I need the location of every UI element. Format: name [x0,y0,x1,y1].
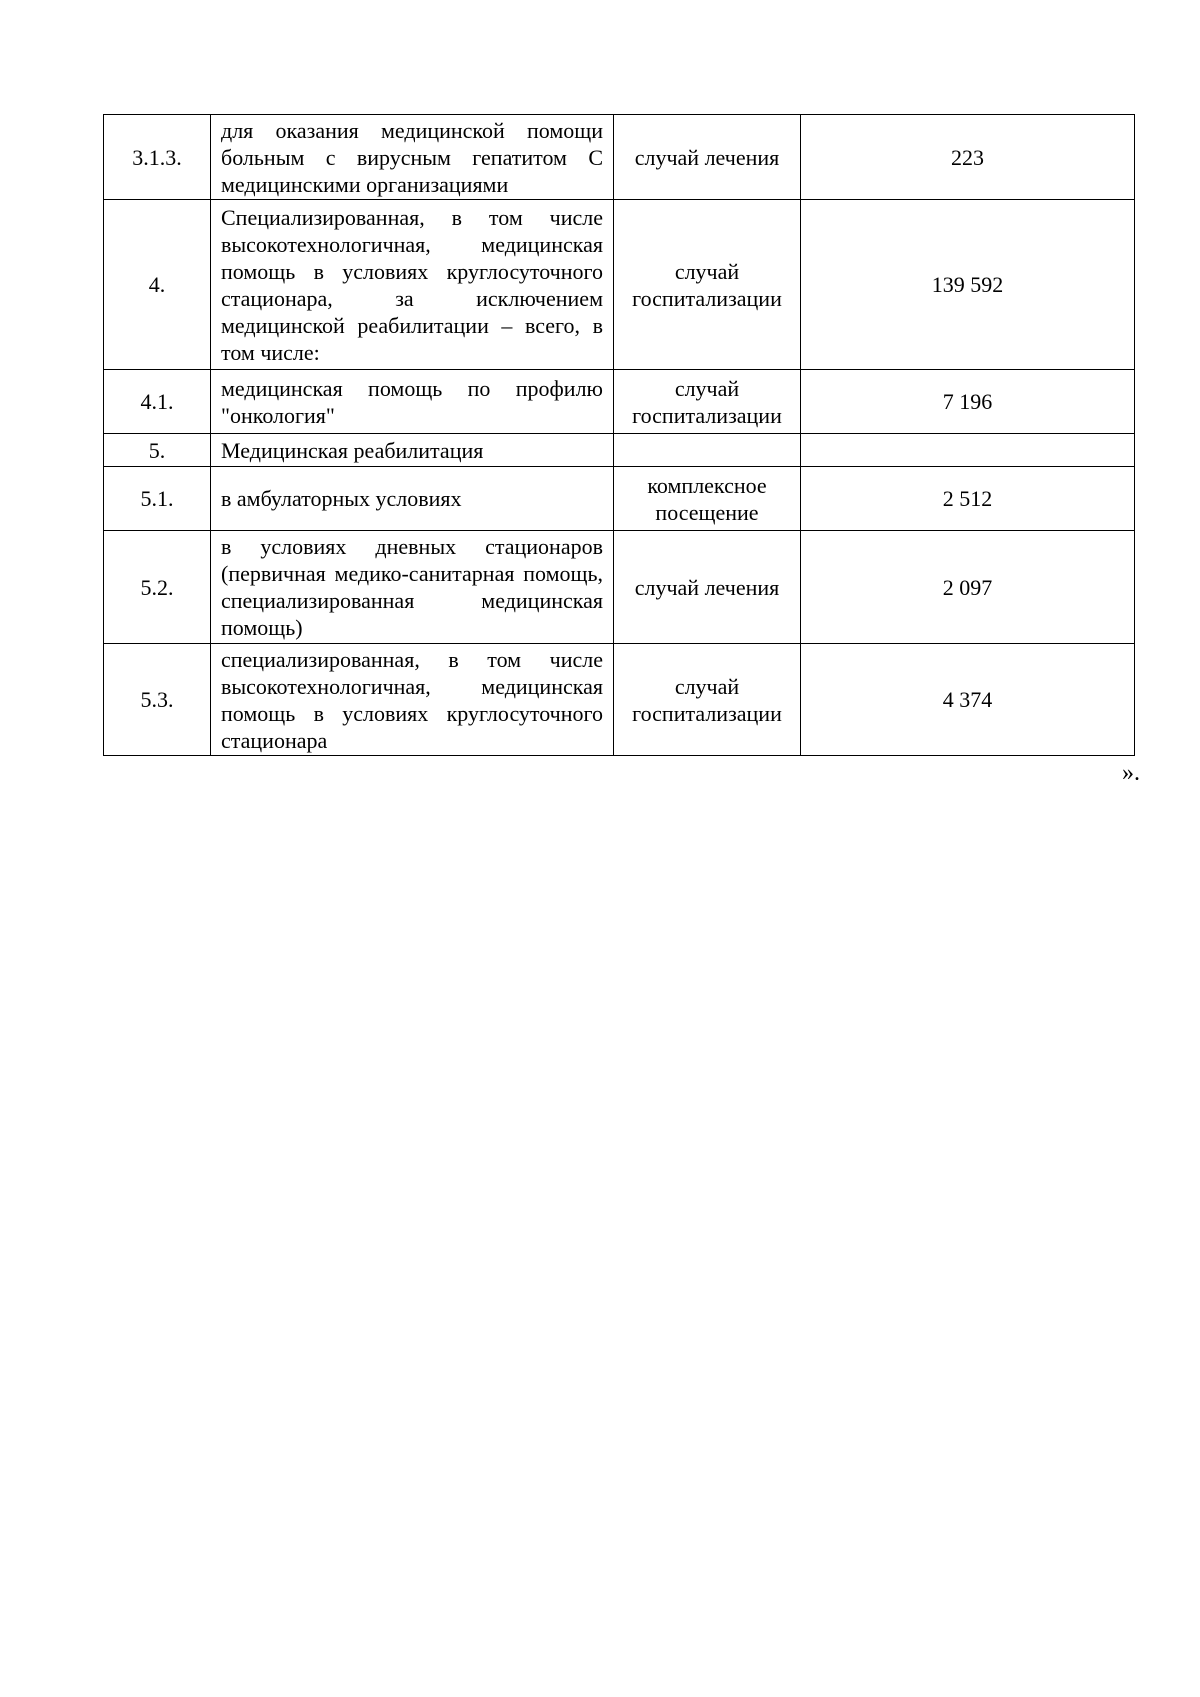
table-row [104,115,1135,200]
table-row [104,531,1135,644]
row-value: 7 196 [801,370,1135,434]
row-number: 5.2. [104,531,211,644]
row-name: для оказания медицинской помощи больным с вирусным гепатитом С медицинскими организациями [211,115,614,200]
row-value: 2 097 [801,531,1135,644]
row-number: 5. [104,434,211,467]
row-number: 4.1. [104,370,211,434]
row-name: специализированная, в том числе высокотехнологичная, медицинская помощь в условиях круглосуточного стационара [211,644,614,756]
row-unit [614,434,801,467]
table-row [104,644,1135,756]
row-name: Специализированная, в том числе высокотехнологичная, медицинская помощь в условиях круглосуточного стационара, за исключением медицинской реабилитации – всего, в том числе: [211,200,614,370]
row-name: в условиях дневных стационаров (первичная медико-санитарная помощь, специализированная медицинская помощь) [211,531,614,644]
row-value: 4 374 [801,644,1135,756]
table-row [104,370,1135,434]
closing-quote-mark: ». [1122,760,1140,786]
table-row [104,434,1135,467]
row-name: медицинская помощь по профилю "онкология" [211,370,614,434]
row-value: 139 592 [801,200,1135,370]
row-unit: случай лечения [614,531,801,644]
table-row [104,200,1135,370]
table-row [104,467,1135,531]
row-number: 4. [104,200,211,370]
volume-table [103,114,1135,756]
row-number: 5.3. [104,644,211,756]
row-number: 5.1. [104,467,211,531]
row-unit: случай госпитализации [614,370,801,434]
row-unit: случай госпитализации [614,200,801,370]
row-value [801,434,1135,467]
row-unit: случай госпитализации [614,644,801,756]
row-value: 223 [801,115,1135,200]
row-value: 2 512 [801,467,1135,531]
row-unit: случай лечения [614,115,801,200]
row-name: в амбулаторных условиях [211,467,614,531]
row-name: Медицинская реабилитация [211,434,614,467]
row-number: 3.1.3. [104,115,211,200]
row-unit: комплексное посещение [614,467,801,531]
